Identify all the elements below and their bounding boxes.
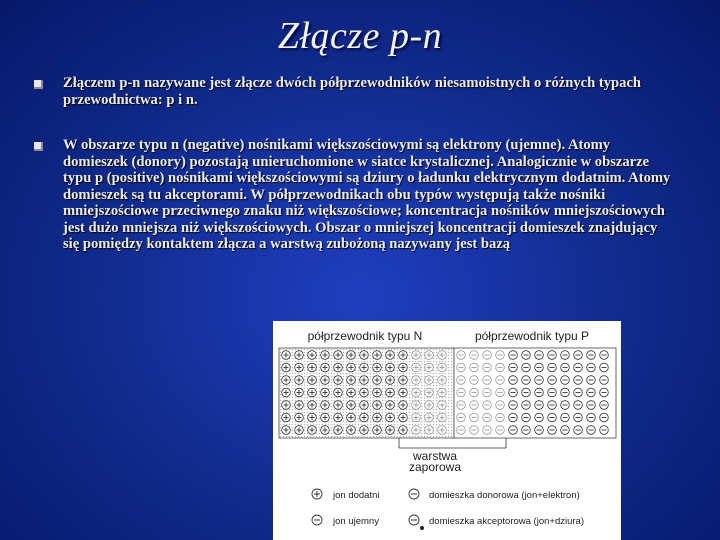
legend-label: jon dodatni — [333, 490, 380, 501]
positive-ion-icon — [334, 388, 343, 397]
negative-ion-icon — [470, 401, 479, 410]
negative-ion-icon — [561, 426, 570, 435]
square-bullet-icon — [34, 142, 43, 151]
positive-ion-icon — [334, 426, 343, 435]
positive-ion-icon — [295, 363, 304, 372]
positive-ion-icon — [308, 376, 317, 385]
negative-ion-icon — [587, 376, 596, 385]
positive-ion-icon — [295, 413, 304, 422]
positive-ion-icon — [373, 376, 382, 385]
positive-ion-icon — [425, 401, 434, 410]
negative-ion-icon — [470, 413, 479, 422]
positive-ion-icon — [321, 426, 330, 435]
negative-ion-icon — [483, 401, 492, 410]
negative-ion-icon — [574, 401, 583, 410]
positive-ion-icon — [399, 351, 408, 360]
positive-ion-icon — [412, 426, 421, 435]
negative-ion-icon — [535, 413, 544, 422]
positive-ion-icon — [308, 363, 317, 372]
positive-ion-icon — [308, 388, 317, 397]
positive-ion-icon — [360, 351, 369, 360]
positive-ion-icon — [438, 401, 447, 410]
positive-ion-icon — [373, 388, 382, 397]
positive-ion-icon — [282, 351, 291, 360]
legend-label: jon ujemny — [333, 516, 379, 527]
positive-ion-icon — [386, 413, 395, 422]
positive-ion-icon — [386, 363, 395, 372]
negative-ion-icon — [509, 413, 518, 422]
negative-ion-icon — [470, 351, 479, 360]
positive-ion-icon — [412, 363, 421, 372]
positive-ion-icon — [412, 401, 421, 410]
negative-ion-icon — [574, 413, 583, 422]
p-type-header: półprzewodnik typu P — [474, 329, 590, 343]
negative-ion-icon — [535, 401, 544, 410]
negative-ion-icon — [457, 426, 466, 435]
positive-ion-icon — [386, 388, 395, 397]
negative-ion-icon — [561, 351, 570, 360]
n-type-header: półprzewodnik typu N — [307, 329, 423, 343]
positive-ion-icon — [334, 363, 343, 372]
positive-ion-icon — [360, 363, 369, 372]
positive-ion-icon — [373, 363, 382, 372]
positive-ion-icon — [425, 413, 434, 422]
square-bullet-icon — [34, 80, 43, 89]
positive-ion-icon — [386, 351, 395, 360]
positive-ion-icon — [438, 351, 447, 360]
negative-ion-icon — [587, 401, 596, 410]
bullet-item — [34, 75, 674, 108]
negative-ion-icon — [548, 376, 557, 385]
negative-ion-icon — [457, 376, 466, 385]
negative-ion-icon — [574, 426, 583, 435]
bullet-text: Złączem p-n nazywane jest złącze dwóch półprzewodników niesamoistnych o różnych typach przewodnictwa: p i n. — [63, 75, 642, 108]
positive-ion-icon — [295, 376, 304, 385]
positive-ion-icon — [438, 413, 447, 422]
negative-ion-icon — [587, 363, 596, 372]
negative-ion-icon — [561, 376, 570, 385]
negative-ion-icon — [483, 413, 492, 422]
positive-ion-icon — [295, 351, 304, 360]
positive-ion-icon — [308, 401, 317, 410]
negative-ion-icon — [496, 351, 505, 360]
negative-ion-icon — [483, 376, 492, 385]
negative-ion-icon — [496, 426, 505, 435]
negative-ion-icon — [483, 426, 492, 435]
positive-ion-icon — [412, 376, 421, 385]
circled-minus-icon — [312, 515, 322, 525]
negative-ion-icon — [496, 363, 505, 372]
legend — [312, 489, 584, 530]
negative-ion-icon — [457, 351, 466, 360]
negative-ion-icon — [496, 376, 505, 385]
bullet-text: W obszarze typu n (negative) nośnikami większościowymi są elektrony (ujemne). Atomy domieszek (donory) pozostają unieruchomione w siatce krystalicznej. Analogicznie w obszarze typu p (positive) nośnikami większościowymi są dziury o ładunku elektrycznym dodatnim. Atomy domieszek są tu akceptorami. W półprzewodnikach obu typów występują także nośniki mniejszościowe przeciwnego znaku niż większościowe; koncentracja nośników mniejszościowych jest dużo mniejsza niż większościowych. Obszar o mniejszej koncentracji domieszek znajdujący się pomiędzy kontaktem złącza a warstwą zubożoną nazywany jest bazą — [63, 137, 671, 252]
negative-ion-icon — [548, 426, 557, 435]
positive-ion-icon — [295, 401, 304, 410]
positive-ion-icon — [373, 401, 382, 410]
negative-ion-icon — [509, 401, 518, 410]
negative-ion-icon — [600, 376, 609, 385]
circled-minus-acceptor-icon — [409, 515, 424, 530]
positive-ion-icon — [399, 401, 408, 410]
positive-ion-icon — [321, 376, 330, 385]
negative-ion-icon — [470, 388, 479, 397]
negative-ion-icon — [561, 413, 570, 422]
negative-ion-icon — [496, 413, 505, 422]
negative-ion-icon — [509, 363, 518, 372]
positive-ion-icon — [321, 388, 330, 397]
positive-ion-icon — [360, 426, 369, 435]
negative-ion-icon — [470, 363, 479, 372]
barrier-label: zaporowa — [408, 460, 462, 474]
negative-ion-icon — [483, 388, 492, 397]
negative-ion-icon — [600, 351, 609, 360]
negative-ion-icon — [522, 401, 531, 410]
legend-label: domieszka donorowa (jon+elektron) — [429, 490, 580, 501]
positive-ion-icon — [321, 363, 330, 372]
positive-ion-icon — [412, 388, 421, 397]
positive-ion-icon — [425, 363, 434, 372]
negative-ion-icon — [509, 376, 518, 385]
negative-ion-icon — [574, 376, 583, 385]
bullet-item — [34, 137, 674, 253]
circled-minus-donor-icon — [409, 489, 419, 499]
positive-ion-icon — [334, 376, 343, 385]
positive-ion-icon — [373, 351, 382, 360]
positive-ion-icon — [282, 363, 291, 372]
negative-ion-icon — [470, 376, 479, 385]
negative-ion-icon — [457, 363, 466, 372]
positive-ion-icon — [425, 376, 434, 385]
negative-ion-icon — [561, 363, 570, 372]
diagram-canvas — [273, 321, 621, 540]
positive-ion-icon — [399, 388, 408, 397]
positive-ion-icon — [347, 388, 356, 397]
negative-ion-icon — [574, 351, 583, 360]
slide-title: Złącze p-n — [277, 15, 443, 57]
negative-ion-icon — [535, 376, 544, 385]
negative-ion-icon — [548, 388, 557, 397]
positive-ion-icon — [295, 426, 304, 435]
negative-ion-icon — [509, 388, 518, 397]
negative-ion-icon — [509, 426, 518, 435]
negative-ion-icon — [522, 376, 531, 385]
negative-ion-icon — [561, 388, 570, 397]
negative-ion-icon — [600, 401, 609, 410]
positive-ion-icon — [334, 401, 343, 410]
pn-junction-diagram — [273, 321, 621, 540]
negative-ion-icon — [535, 426, 544, 435]
positive-ion-icon — [347, 363, 356, 372]
positive-ion-icon — [386, 426, 395, 435]
positive-ion-icon — [360, 388, 369, 397]
positive-ion-icon — [308, 413, 317, 422]
negative-ion-icon — [600, 388, 609, 397]
negative-ion-icon — [457, 401, 466, 410]
positive-ion-icon — [295, 388, 304, 397]
positive-ion-icon — [308, 426, 317, 435]
negative-ion-icon — [509, 351, 518, 360]
negative-ion-icon — [548, 351, 557, 360]
negative-ion-icon — [587, 413, 596, 422]
positive-ion-icon — [386, 376, 395, 385]
positive-ion-icon — [438, 388, 447, 397]
positive-ion-icon — [399, 363, 408, 372]
positive-ion-icon — [347, 376, 356, 385]
negative-ion-icon — [548, 363, 557, 372]
negative-ion-icon — [457, 388, 466, 397]
negative-ion-icon — [522, 363, 531, 372]
negative-ion-icon — [496, 401, 505, 410]
negative-ion-icon — [587, 426, 596, 435]
positive-ion-icon — [438, 376, 447, 385]
positive-ion-icon — [399, 376, 408, 385]
positive-ion-icon — [360, 401, 369, 410]
positive-ion-icon — [347, 401, 356, 410]
negative-ion-icon — [535, 363, 544, 372]
negative-ion-icon — [522, 351, 531, 360]
positive-ion-icon — [282, 388, 291, 397]
positive-ion-icon — [347, 413, 356, 422]
positive-ion-icon — [438, 426, 447, 435]
positive-ion-icon — [282, 413, 291, 422]
positive-ion-icon — [399, 426, 408, 435]
positive-ion-icon — [282, 426, 291, 435]
negative-ion-icon — [574, 388, 583, 397]
positive-ion-icon — [373, 426, 382, 435]
positive-ion-icon — [412, 413, 421, 422]
positive-ion-icon — [347, 426, 356, 435]
positive-ion-icon — [308, 351, 317, 360]
positive-ion-icon — [373, 413, 382, 422]
negative-ion-icon — [483, 351, 492, 360]
negative-ion-icon — [535, 351, 544, 360]
positive-ion-icon — [386, 401, 395, 410]
negative-ion-icon — [587, 388, 596, 397]
negative-ion-icon — [548, 413, 557, 422]
negative-ion-icon — [561, 401, 570, 410]
negative-ion-icon — [535, 388, 544, 397]
barrier-label: warstwa — [412, 449, 458, 463]
positive-ion-icon — [425, 388, 434, 397]
positive-ion-icon — [438, 363, 447, 372]
negative-ion-icon — [522, 413, 531, 422]
negative-ion-icon — [522, 388, 531, 397]
circled-plus-icon — [312, 489, 322, 499]
negative-ion-icon — [496, 388, 505, 397]
negative-ion-icon — [470, 426, 479, 435]
positive-ion-icon — [347, 351, 356, 360]
positive-ion-icon — [425, 351, 434, 360]
positive-ion-icon — [321, 413, 330, 422]
positive-ion-icon — [425, 426, 434, 435]
negative-ion-icon — [600, 413, 609, 422]
positive-ion-icon — [334, 351, 343, 360]
negative-ion-icon — [574, 363, 583, 372]
negative-ion-icon — [600, 363, 609, 372]
legend-label: domieszka akceptorowa (jon+dziura) — [429, 516, 584, 527]
positive-ion-icon — [282, 401, 291, 410]
negative-ion-icon — [483, 363, 492, 372]
positive-ion-icon — [360, 413, 369, 422]
negative-ion-icon — [548, 401, 557, 410]
positive-ion-icon — [412, 351, 421, 360]
negative-ion-icon — [457, 413, 466, 422]
positive-ion-icon — [360, 376, 369, 385]
positive-ion-icon — [321, 351, 330, 360]
positive-ion-icon — [399, 413, 408, 422]
negative-ion-icon — [522, 426, 531, 435]
negative-ion-icon — [600, 426, 609, 435]
positive-ion-icon — [334, 413, 343, 422]
positive-ion-icon — [282, 376, 291, 385]
positive-ion-icon — [321, 401, 330, 410]
negative-ion-icon — [587, 351, 596, 360]
